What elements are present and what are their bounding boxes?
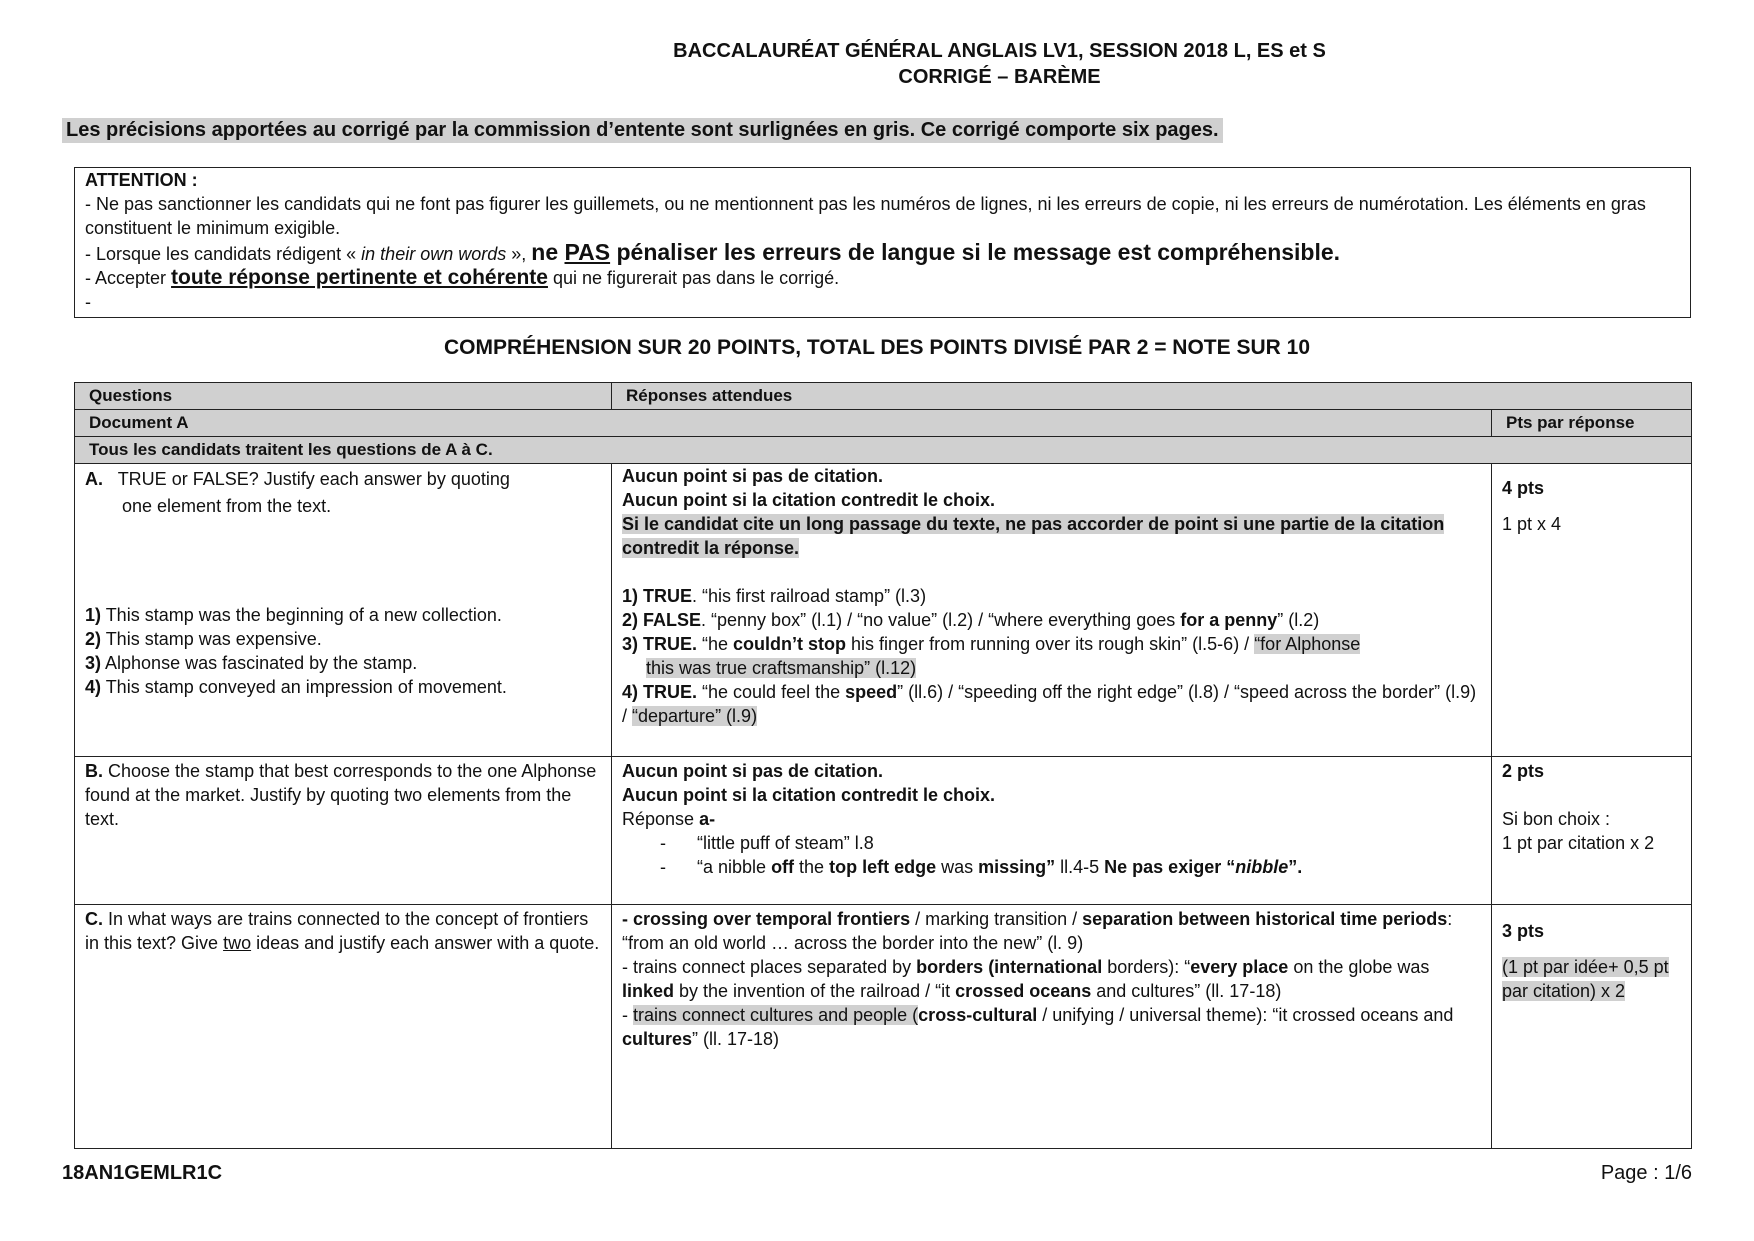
col-answers: Réponses attendues — [612, 383, 1692, 410]
rule: Aucun point si pas de citation. — [622, 761, 884, 781]
attention-heading: ATTENTION : — [85, 170, 198, 190]
text: ” (ll. 17-18) — [692, 1029, 780, 1049]
answer-num: 4) TRUE. — [622, 682, 698, 702]
points-c — [1492, 905, 1692, 1149]
points-detail — [1502, 955, 1681, 1003]
list-item — [85, 627, 601, 651]
text-underline: two — [223, 933, 252, 953]
text: . “his first railroad stamp” (l.3) — [692, 586, 927, 606]
document-subtitle: CORRIGÉ – BARÈME — [898, 66, 1101, 88]
text-bold: pénaliser les erreurs de langue si le message est compréhensible. — [610, 239, 1341, 265]
comprehension-title: COMPRÉHENSION SUR 20 POINTS, TOTAL DES POINTS DIVISÉ PAR 2 = NOTE SUR 10 — [443, 336, 1311, 359]
item-text: This stamp conveyed an impression of movement. — [101, 677, 507, 697]
answer-3-cont — [622, 656, 1481, 680]
text: . “penny box” (l.1) / “no value” (l.2) / “where everything goes — [701, 610, 1181, 630]
question-a-text-cont: one element from the text. — [122, 496, 332, 516]
text-bold-italic: nibble — [1235, 857, 1289, 877]
highlight: (1 pt par idée+ 0,5 pt par citation) x 2 — [1502, 957, 1669, 1001]
text-bold: top left edge — [829, 857, 937, 877]
rule-highlighted — [622, 512, 1481, 560]
list-item: - “little puff of steam” l.8 — [622, 831, 1481, 855]
question-letter: A. — [85, 469, 103, 489]
document-label: Document A — [75, 410, 1492, 437]
question-c — [75, 905, 612, 1149]
answer-num: 2) FALSE — [622, 610, 702, 630]
text-bold: off — [771, 857, 795, 877]
attention-box — [74, 167, 1691, 318]
col-questions: Questions — [75, 383, 612, 410]
rule: Aucun point si pas de citation. — [622, 466, 884, 486]
text: - Lorsque les candidats rédigent « — [85, 244, 362, 264]
points-b — [1492, 757, 1692, 905]
table-row-question-c — [75, 905, 1692, 1149]
text: In what ways are trains connected to the concept of frontiers in this text? Give — [85, 909, 589, 953]
text: - Accepter — [85, 268, 172, 288]
text-bold: temporal frontiers — [756, 909, 911, 929]
item-num: 3) — [85, 653, 102, 673]
document-title: BACCALAURÉAT GÉNÉRAL ANGLAIS LV1, SESSION 2018 L, ES et S — [673, 40, 1326, 62]
text-bold: for a penny — [1180, 610, 1278, 630]
text: / unifying / universal theme): “it crossed oceans and — [1037, 1005, 1454, 1025]
text: the — [794, 857, 830, 877]
question-b-text: Choose the stamp that best corresponds to the one Alphonse found at the market. Justify by quoting two elements from the text. — [85, 761, 597, 829]
text-bold: cross-cultural — [918, 1005, 1038, 1025]
item-num: 2) — [85, 629, 102, 649]
highlight: “for Alphonse — [1254, 634, 1361, 654]
page-number: Page : 1/6 — [1600, 1162, 1692, 1184]
points-total: 2 pts — [1502, 761, 1545, 781]
answer-num: 1) TRUE — [622, 586, 693, 606]
table-row-question-a — [75, 464, 1692, 757]
table-row-question-b — [75, 757, 1692, 905]
rule: Aucun point si la citation contredit le choix. — [622, 490, 996, 510]
answer-num: 3) TRUE. — [622, 634, 698, 654]
attention-line-1: - Ne pas sanctionner les candidats qui ne font pas figurer les guillemets, ou ne mentionnent pas les numéros de lignes, ni les erreurs de copie, ni les erreurs de numérotation. Les éléments en gras constituent le minimum exigible. — [85, 194, 1646, 238]
answer-choice — [622, 807, 1481, 831]
text: qui ne figurerait pas dans le corrigé. — [547, 268, 840, 288]
text: TRUE or FALSE? Justify each answer by quoting — [117, 469, 510, 489]
answer-4 — [622, 680, 1481, 728]
text: on the globe was — [1288, 957, 1430, 977]
attention-line-4: - — [85, 292, 91, 312]
answer-3 — [622, 632, 1481, 656]
text: - trains connect places separated by — [622, 957, 917, 977]
text: was — [936, 857, 979, 877]
intro-note: Les précisions apportées au corrigé par la commission d’entente sont surlignées en gris. Ce corrigé comporte six pages. — [62, 118, 1223, 143]
col-points: Pts par réponse — [1492, 410, 1692, 437]
points-a — [1492, 464, 1692, 757]
text-bold: a- — [699, 809, 716, 829]
text-italic: in their own words — [361, 244, 507, 264]
text: : “from an old world … across the border into the new” (l. 9) — [622, 909, 1453, 953]
text: - — [622, 1005, 633, 1025]
list-item — [85, 603, 601, 627]
answer-b — [612, 757, 1492, 905]
text-bold: ne — [531, 239, 565, 265]
text: by the invention of the railroad / “it — [674, 981, 956, 1001]
text-bold: cultures — [622, 1029, 693, 1049]
answer-c — [612, 905, 1492, 1149]
text: “he could feel the — [697, 682, 846, 702]
rule: Aucun point si la citation contredit le choix. — [622, 785, 996, 805]
text-bold: - crossing over — [622, 909, 757, 929]
answer-a — [612, 464, 1492, 757]
document-row — [75, 410, 1692, 437]
answer-idea-1 — [622, 907, 1481, 955]
answer-idea-2 — [622, 955, 1481, 1003]
item-text: Alphonse was fascinated by the stamp. — [101, 653, 418, 673]
text: his finger from running over its rough skin” (l.5-6) / — [846, 634, 1255, 654]
item-num: 4) — [85, 677, 102, 697]
question-letter: B. — [85, 761, 103, 781]
text-bold: separation between historical time periods — [1082, 909, 1448, 929]
answer-table — [74, 382, 1692, 1149]
item-num: 1) — [85, 605, 102, 625]
text: “a nibble — [697, 857, 772, 877]
highlight: Si le candidat cite un long passage du texte, ne pas accorder de point si une partie de la citation contredit la réponse. — [622, 514, 1445, 558]
text-bold: crossed oceans — [955, 981, 1092, 1001]
list-item — [622, 855, 1481, 879]
question-a-items — [85, 603, 601, 699]
text: Réponse — [622, 809, 700, 829]
all-candidates-note: Tous les candidats traitent les questions de A à C. — [75, 437, 1692, 464]
points-detail: 1 pt par citation x 2 — [1502, 833, 1655, 853]
text-bold: missing” — [978, 857, 1056, 877]
document-code: 18AN1GEMLR1C — [62, 1162, 223, 1184]
text-bold: ”. — [1288, 857, 1303, 877]
item-text: This stamp was the beginning of a new collection. — [101, 605, 502, 625]
question-a-text — [85, 467, 601, 491]
text-bold: Ne pas exiger “ — [1104, 857, 1236, 877]
text: ll.4-5 — [1055, 857, 1105, 877]
text: and cultures” (ll. 17-18) — [1091, 981, 1282, 1001]
highlight: “departure” (l.9) — [632, 706, 758, 726]
instructions-row — [75, 437, 1692, 464]
question-letter: C. — [85, 909, 103, 929]
points-total: 4 pts — [1502, 478, 1545, 498]
text-bold: borders (international — [916, 957, 1103, 977]
text: », — [506, 244, 532, 264]
highlight: this was true craftsmanship” (l.12) — [646, 658, 917, 678]
list-item — [85, 675, 601, 699]
text: ideas and justify each answer with a quote. — [251, 933, 600, 953]
table-header-row — [75, 383, 1692, 410]
text: “he — [697, 634, 734, 654]
question-b — [75, 757, 612, 905]
points-detail: Si bon choix : — [1502, 809, 1611, 829]
item-text: This stamp was expensive. — [101, 629, 322, 649]
text-bold-underline: PAS — [564, 239, 611, 265]
question-a — [75, 464, 612, 757]
highlight: trains connect cultures and people ( — [633, 1005, 919, 1025]
points-total: 3 pts — [1502, 921, 1545, 941]
text-bold-underline: toute réponse pertinente et cohérente — [171, 266, 548, 289]
text: / marking transition / — [910, 909, 1083, 929]
text-bold: linked — [622, 981, 675, 1001]
text: ” (ll.6) / “speeding off the right edge” (l.8) / “speed across the border” (l.9) / — [622, 682, 1477, 726]
text-bold: speed — [845, 682, 898, 702]
answer-1 — [622, 584, 1481, 608]
answer-2 — [622, 608, 1481, 632]
points-detail: 1 pt x 4 — [1502, 514, 1562, 534]
attention-line-2 — [85, 240, 1680, 266]
text: ” (l.2) — [1277, 610, 1320, 630]
attention-line-3 — [85, 266, 1680, 290]
text: borders): “ — [1102, 957, 1191, 977]
list-item — [85, 651, 601, 675]
text-bold: every place — [1190, 957, 1289, 977]
text-bold: couldn’t stop — [733, 634, 847, 654]
answer-idea-3 — [622, 1003, 1481, 1051]
